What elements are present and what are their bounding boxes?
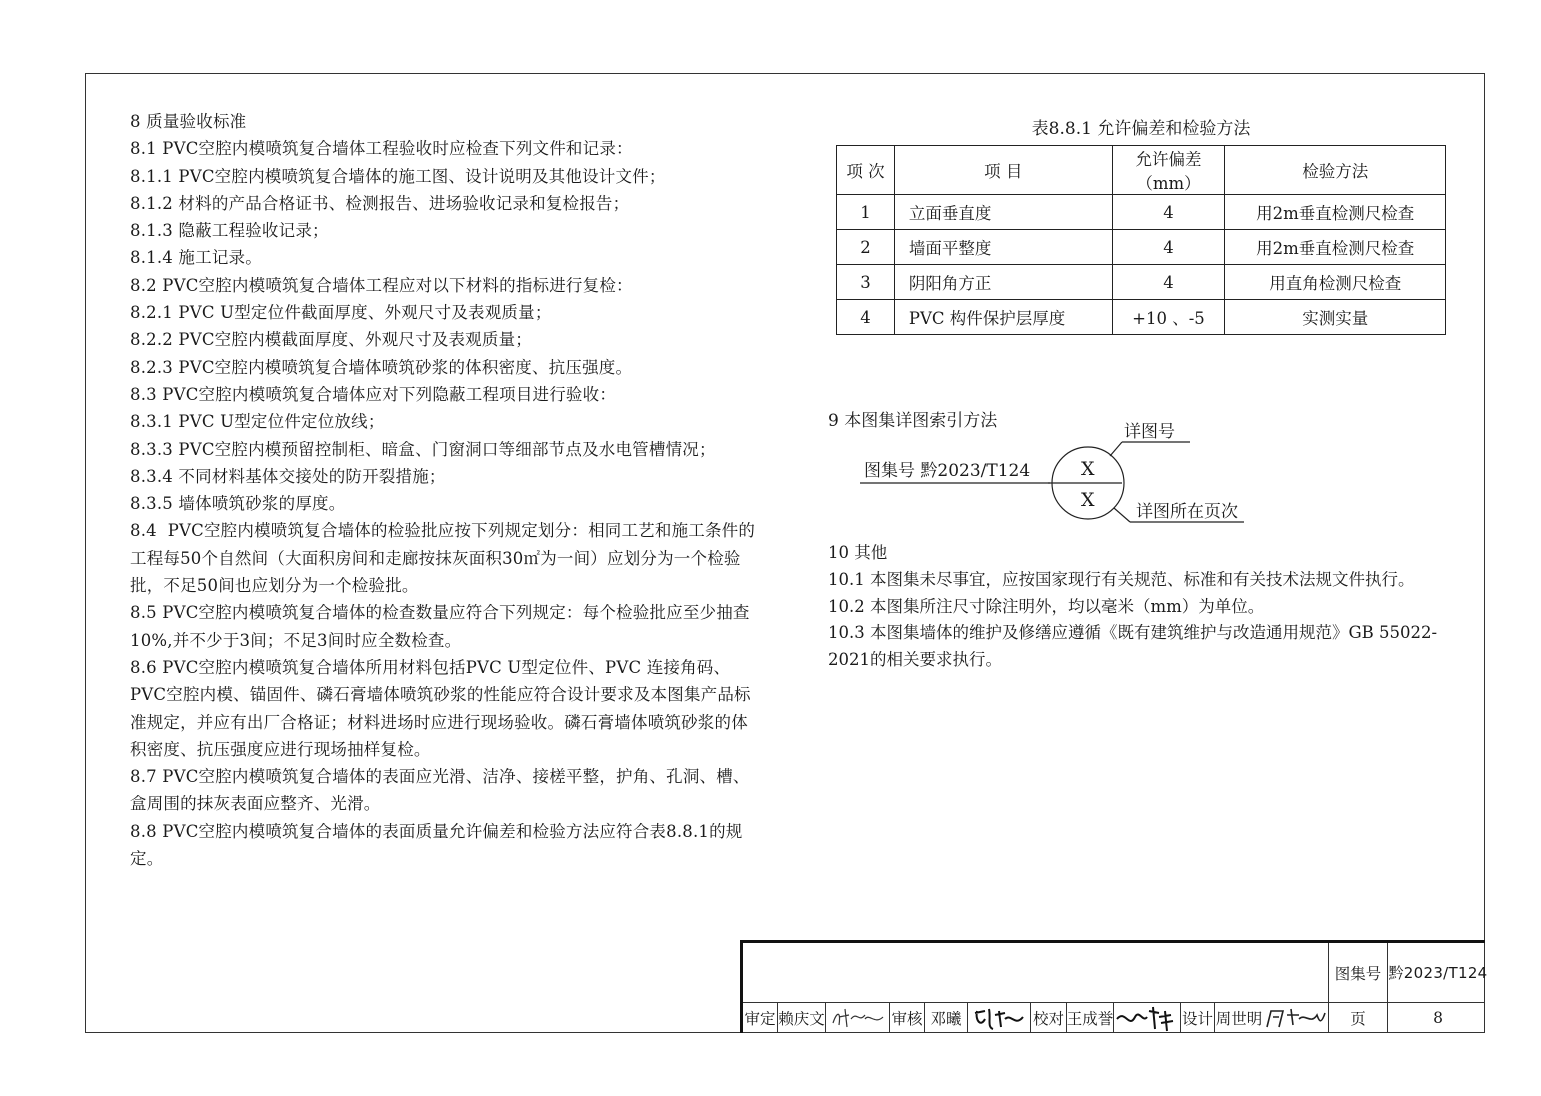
- clause-8-2-2: 8.2.2 PVC空腔内模截面厚度、外观尺寸及表观质量；: [130, 330, 532, 350]
- designer-signature: [1263, 1005, 1327, 1031]
- clause-8-4: 8.4 PVC空腔内模喷筑复合墙体的检验批应按下列规定划分：相同工艺和施工条件的工程每50个自然间（大面积房间和走廊按抹灰面积30㎡为一间）应划分为一个检验批，不足50间也应划分为一个检验批。: [130, 521, 756, 596]
- section-10-heading: 10 其他: [828, 543, 888, 562]
- index-symbol-diagram: [860, 420, 1260, 530]
- title-block-divider: [825, 1002, 826, 1033]
- clause-8-5: 8.5 PVC空腔内模喷筑复合墙体的检查数量应符合下列规定：每个检验批应至少抽查10%,并不少于3间；不足3间时应全数检查。: [130, 603, 750, 650]
- lower-index-symbol: X: [1081, 489, 1095, 511]
- clause-8-2-3: 8.2.3 PVC空腔内模喷筑复合墙体喷筑砂浆的体积密度、抗压强度。: [130, 357, 633, 377]
- detail-no-leader: [1110, 442, 1122, 456]
- clause-8-1-3: 8.1.3 隐蔽工程验收记录；: [130, 221, 329, 241]
- approver-name: 赖庆文: [778, 1010, 825, 1028]
- table-cell: 2: [837, 230, 895, 265]
- table-row: [837, 265, 1446, 300]
- header-cell: 项 次: [837, 146, 895, 195]
- header-cell: 检验方法: [1225, 146, 1446, 195]
- clause-8-1: 8.1 PVC空腔内模喷筑复合墙体工程验收时应检查下列文件和记录：: [130, 139, 633, 159]
- detail-page-leader: [1114, 508, 1130, 522]
- clause-8-2-1: 8.2.1 PVC U型定位件截面厚度、外观尺寸及表观质量；: [130, 303, 552, 323]
- clause-10-3: 10.3 本图集墙体的维护及修缮应遵循《既有建筑维护与改造通用规范》GB 55022-2021的相关要求执行。: [828, 623, 1438, 670]
- design-label: 设计: [1181, 1010, 1213, 1028]
- atlas-number-label: 图集号 黔2023/T124: [864, 461, 1031, 481]
- clause-10-1: 10.1 本图集未尽事宜，应按国家现行有关规范、标准和有关技术法规文件执行。: [828, 569, 1415, 589]
- table-cell: 用2m垂直检测尺检查: [1225, 195, 1446, 230]
- table-cell: 阴阳角方正: [894, 265, 1112, 300]
- detail-page-label: 详图所在页次: [1136, 502, 1238, 522]
- section-9-heading: 9 本图集详图索引方法: [828, 411, 998, 431]
- table-cell: 立面垂直度: [894, 195, 1112, 230]
- table-cell: 用2m垂直检测尺检查: [1225, 230, 1446, 265]
- header-cell: 项 目: [894, 146, 1112, 195]
- table-cell: +10 、-5: [1112, 300, 1225, 335]
- clause-8-3: 8.3 PVC空腔内模喷筑复合墙体应对下列隐蔽工程项目进行验收：: [130, 384, 617, 404]
- tolerance-table: [836, 145, 1446, 335]
- table-row: [837, 195, 1446, 230]
- table-cell: 4: [837, 300, 895, 335]
- header-cell: 允许偏差（mm）: [1112, 146, 1225, 195]
- page-label: 页: [1350, 1010, 1366, 1028]
- clause-8-3-4: 8.3.4 不同材料基体交接处的防开裂措施；: [130, 466, 446, 486]
- table-row: [837, 300, 1446, 335]
- upper-index-symbol: X: [1081, 458, 1095, 480]
- reviewer-signature: [971, 1005, 1027, 1031]
- clause-8-3-3: 8.3.3 PVC空腔内模预留控制柜、暗盒、门窗洞口等细部节点及水电管槽情况；: [130, 439, 716, 459]
- clause-10-2: 10.2 本图集所注尺寸除注明外，均以毫米（mm）为单位。: [828, 596, 1265, 616]
- table-cell: 3: [837, 265, 895, 300]
- atlas-no-value: 黔2023/T124: [1388, 964, 1488, 982]
- reviewer-name: 邓曦: [930, 1010, 962, 1028]
- title-block-divider: [967, 1002, 968, 1033]
- clause-8-1-2: 8.1.2 材料的产品合格证书、检测报告、进场验收记录和复检报告；: [130, 193, 630, 213]
- page-number: 8: [1433, 1009, 1443, 1027]
- table-cell: 墙面平整度: [894, 230, 1112, 265]
- clause-8-1-4: 8.1.4 施工记录。: [130, 248, 262, 268]
- clause-8-3-5: 8.3.5 墙体喷筑砂浆的厚度。: [130, 494, 346, 514]
- table-cell: 用直角检测尺检查: [1225, 265, 1446, 300]
- title-block: [740, 940, 1488, 1033]
- clause-8-1-1: 8.1.1 PVC空腔内模喷筑复合墙体的施工图、设计说明及其他设计文件；: [130, 166, 666, 186]
- table-cell: 4: [1112, 265, 1225, 300]
- approve-label: 审定: [744, 1010, 776, 1028]
- clause-8-7: 8.7 PVC空腔内模喷筑复合墙体的表面应光滑、洁净、接槎平整，护角、孔洞、槽、盒周围的抹灰表面应整齐、光滑。: [130, 767, 750, 814]
- table-cell: PVC 构件保护层厚度: [894, 300, 1112, 335]
- detail-number-label: 详图号: [1124, 422, 1175, 442]
- table-cell: 4: [1112, 230, 1225, 265]
- clause-8-2: 8.2 PVC空腔内模喷筑复合墙体工程应对以下材料的指标进行复检：: [130, 275, 633, 295]
- check-label: 校对: [1032, 1010, 1064, 1028]
- table-cell: 4: [1112, 195, 1225, 230]
- table-row: [837, 230, 1446, 265]
- section-8-title: 8 质量验收标准: [130, 112, 247, 131]
- clause-8-8: 8.8 PVC空腔内模喷筑复合墙体的表面质量允许偏差和检验方法应符合表8.8.1的规定。: [130, 821, 743, 869]
- atlas-no-label: 图集号: [1334, 964, 1382, 983]
- table-header-row: [837, 146, 1446, 195]
- section-8: [130, 108, 760, 872]
- checker-signature: [1115, 1003, 1179, 1033]
- table-cell: 1: [837, 195, 895, 230]
- clause-8-6: 8.6 PVC空腔内模喷筑复合墙体所用材料包括PVC U型定位件、PVC 连接角码、PVC空腔内模、锚固件、磷石膏墙体喷筑砂浆的性能应符合设计要求及本图集产品标准规定，并应有出厂合格证；材料进场时应进行现场验收。磷石膏墙体喷筑砂浆的体积密度、抗压强度应进行现场抽样复检。: [130, 657, 751, 759]
- review-label: 审核: [891, 1010, 923, 1028]
- table-cell: 实测实量: [1225, 300, 1446, 335]
- clause-8-3-1: 8.3.1 PVC U型定位件定位放线；: [130, 412, 385, 432]
- section-10: [828, 540, 1448, 674]
- checker-name: 王成誉: [1066, 1010, 1114, 1028]
- table-caption: 表8.8.1 允许偏差和检验方法: [1031, 119, 1251, 139]
- approver-signature: [829, 1005, 887, 1031]
- designer-name: 周世明: [1215, 1010, 1263, 1028]
